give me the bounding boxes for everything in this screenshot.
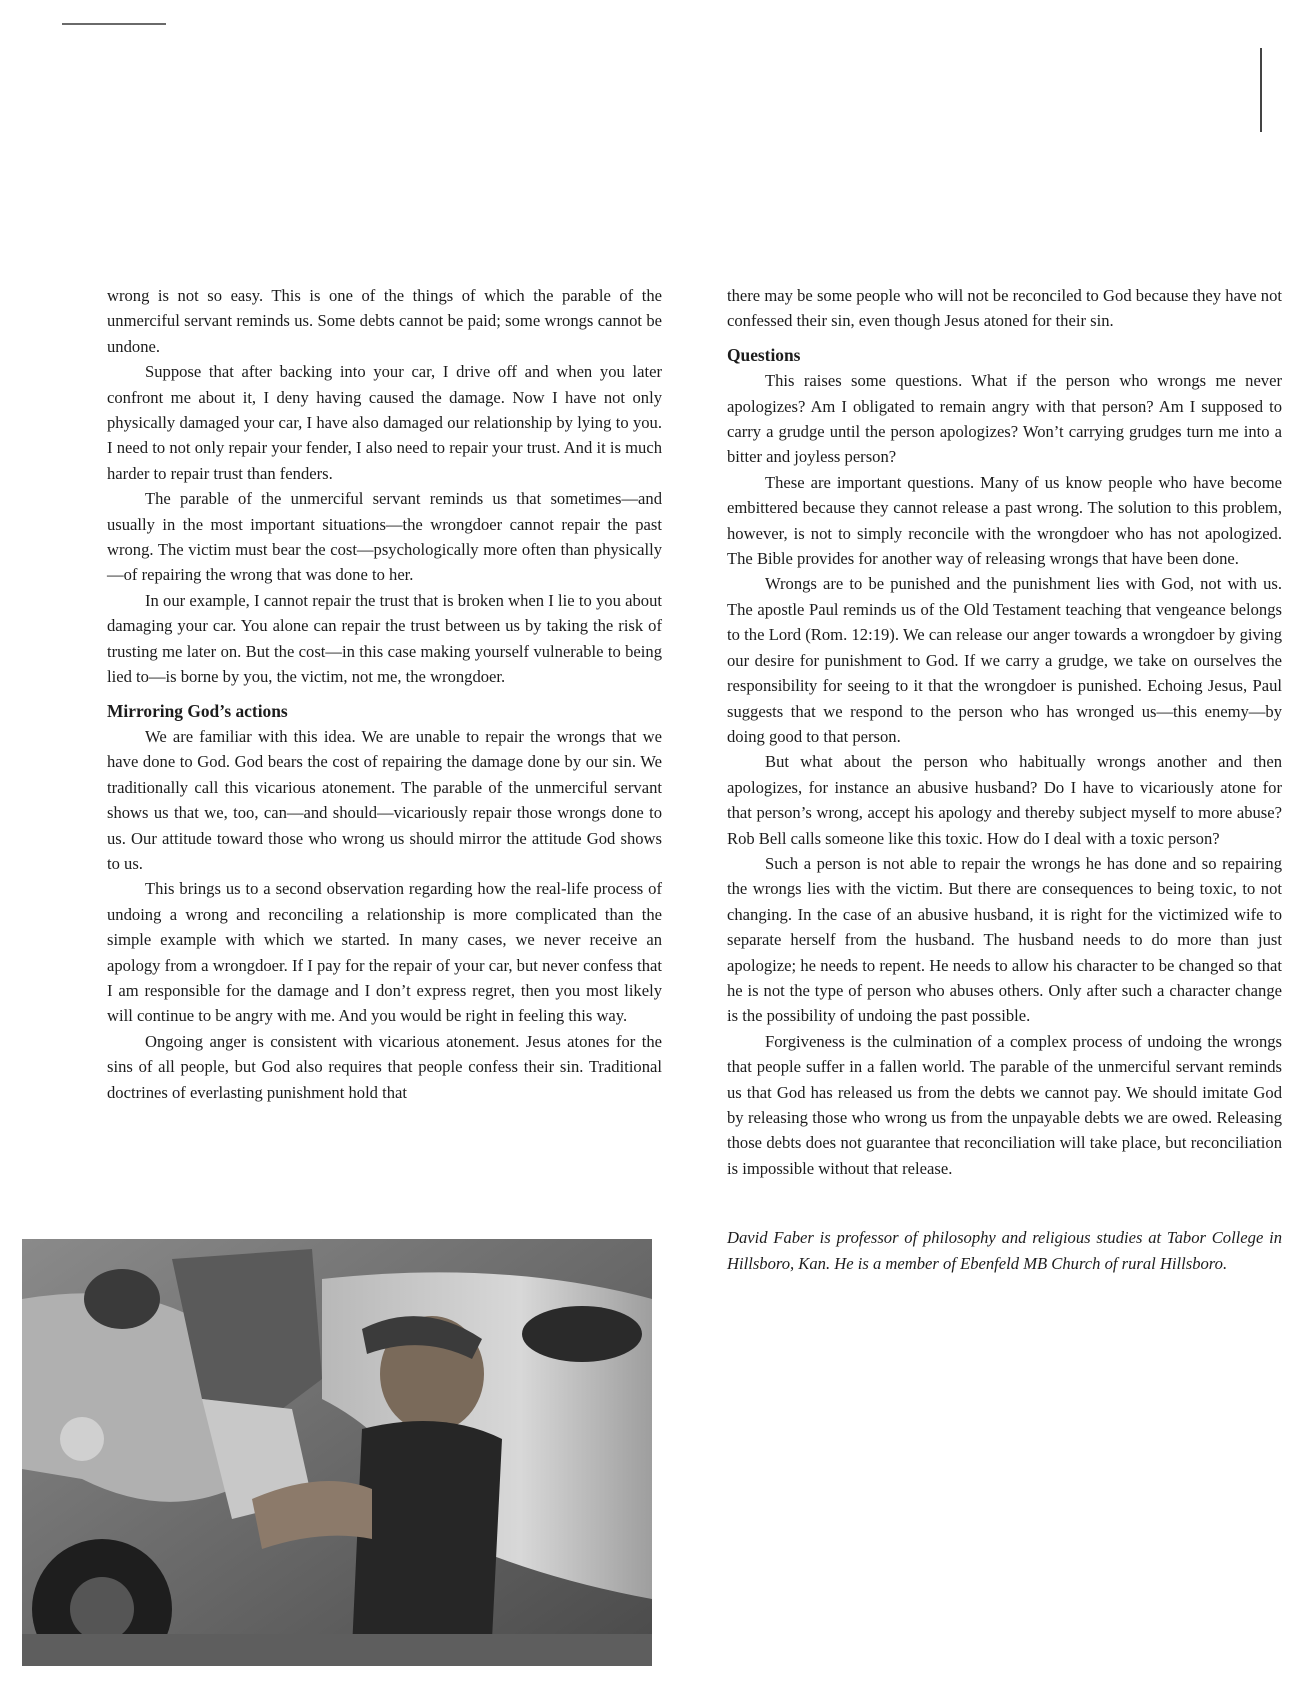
paragraph: Forgiveness is the culmination of a complex process of undoing the wrongs that people suffer in a fallen world. The parable of the unmerciful servant reminds us that God has released us from the debts we cannot pay. We should imitate God by releasing those who wrong us from the unpayable debts we are owed. Releasing those debts does not guarantee that reconciliation will take place, but reconciliation is impossible without that release. bbox=[727, 1031, 1282, 1178]
paragraph: wrong is not so easy. This is one of the things of which the parable of the unmerciful servant reminds us. Some debts cannot be paid; some wrongs cannot be undone. bbox=[107, 286, 662, 356]
paragraph: This brings us to a second observation regarding how the real-life process of undoing a wrong and reconciling a relationship is more complicated than the simple example with which we started. In many cases, we never receive an apology from a wrongdoer. If I pay for the repair of your car, but never confess that I am responsible for the damage and I don’t express regret, then you most likely will continue to be angry with me. And you would be right in feeling this way. bbox=[107, 879, 662, 1026]
article-left-column bbox=[107, 283, 662, 1105]
paragraph: Suppose that after backing into your car, I drive off and when you later confront me about it, I deny having caused the damage. Now I have not only physically damaged your car, I have also damaged our relationship by lying to you. I need to not only repair your fender, I also need to repair your trust. And it is much harder to repair trust than fenders. bbox=[107, 362, 662, 483]
scan-edge-mark bbox=[1260, 48, 1262, 132]
section-heading-questions: Questions bbox=[727, 344, 801, 365]
paragraph: Ongoing anger is consistent with vicarious atonement. Jesus atones for the sins of all people, but God also requires that people confess their sin. Traditional doctrines of everlasting punishment hold that bbox=[107, 1031, 662, 1102]
paragraph: Such a person is not able to repair the wrongs he has done and so repairing the wrongs lies with the victim. But there are consequences to being toxic, to not changing. In the case of an abusive husband, it is right for the victimized wife to separate herself from the husband. The husband needs to do more than just apologize; he needs to repent. He needs to allow his character to be changed so that he is not the type of person who abuses others. Only after such a character change is the possibility of undoing the past possible. bbox=[727, 853, 1282, 1026]
author-bio: David Faber is professor of philosophy and religious studies at Tabor College in Hillsboro, Kan. He is a member of Ebenfeld MB Church of rural Hillsboro. bbox=[727, 1228, 1282, 1273]
paragraph: This raises some questions. What if the person who wrongs me never apologizes? Am I obligated to remain angry with that person? Am I supposed to carry a grudge until the person apologizes? Won’t carrying grudges turn me into a bitter and joyless person? bbox=[727, 371, 1282, 467]
paragraph: Wrongs are to be punished and the punishment lies with God, not with us. The apostle Paul reminds us of the Old Testament teaching that vengeance belongs to the Lord (Rom. 12:19). We can release our anger towards a wrongdoer by giving our desire for punishment to God. If we carry a grudge, we take on ourselves the responsibility for seeing to it that the wrongdoer is punished. Echoing Jesus, Paul suggests that we respond to the person who has wronged us—this enemy—by doing good to that person. bbox=[727, 574, 1282, 746]
paragraph: there may be some people who will not be reconciled to God because they have not confessed their sin, even though Jesus atoned for their sin. bbox=[727, 286, 1282, 331]
paragraph: We are familiar with this idea. We are unable to repair the wrongs that we have done to God. God bears the cost of repairing the damage done by our sin. We traditionally call this vicarious atonement. The parable of the unmerciful servant shows us that we, too, can—and should—vicariously repair those wrongs done to us. Our attitude toward those who wrong us should mirror the attitude God shows to us. bbox=[107, 726, 662, 873]
section-heading-mirroring: Mirroring God’s actions bbox=[107, 700, 288, 721]
top-left-rule bbox=[62, 23, 166, 25]
photo-illustration bbox=[22, 1239, 652, 1666]
paragraph: These are important questions. Many of us know people who have become embittered because they cannot release a past wrong. The solution to this problem, however, is not to simply reconcile with the wrongdoer who has not apologized. The Bible provides for another way of releasing wrongs that have been done. bbox=[727, 472, 1282, 569]
article-right-column bbox=[727, 283, 1282, 1276]
car-repair-photo bbox=[22, 1239, 652, 1666]
paragraph: In our example, I cannot repair the trust that is broken when I lie to you about damaging your car. You alone can repair the trust between us by taking the risk of trusting me later on. But the cost—in this case making yourself vulnerable to being lied to—is borne by you, the victim, not me, the wrongdoer. bbox=[107, 590, 662, 687]
paragraph: But what about the person who habitually wrongs another and then apologizes, for instance an abusive husband? Do I have to vicariously atone for that person’s wrong, accept his apology and thereby subject myself to more abuse? Rob Bell calls someone like this toxic. How do I deal with a toxic person? bbox=[727, 752, 1282, 848]
paragraph: The parable of the unmerciful servant reminds us that sometimes—and usually in the most important situations—the wrongdoer cannot repair the past wrong. The victim must bear the cost—psychologically more often than physically—of repairing the wrong that was done to her. bbox=[107, 489, 662, 585]
